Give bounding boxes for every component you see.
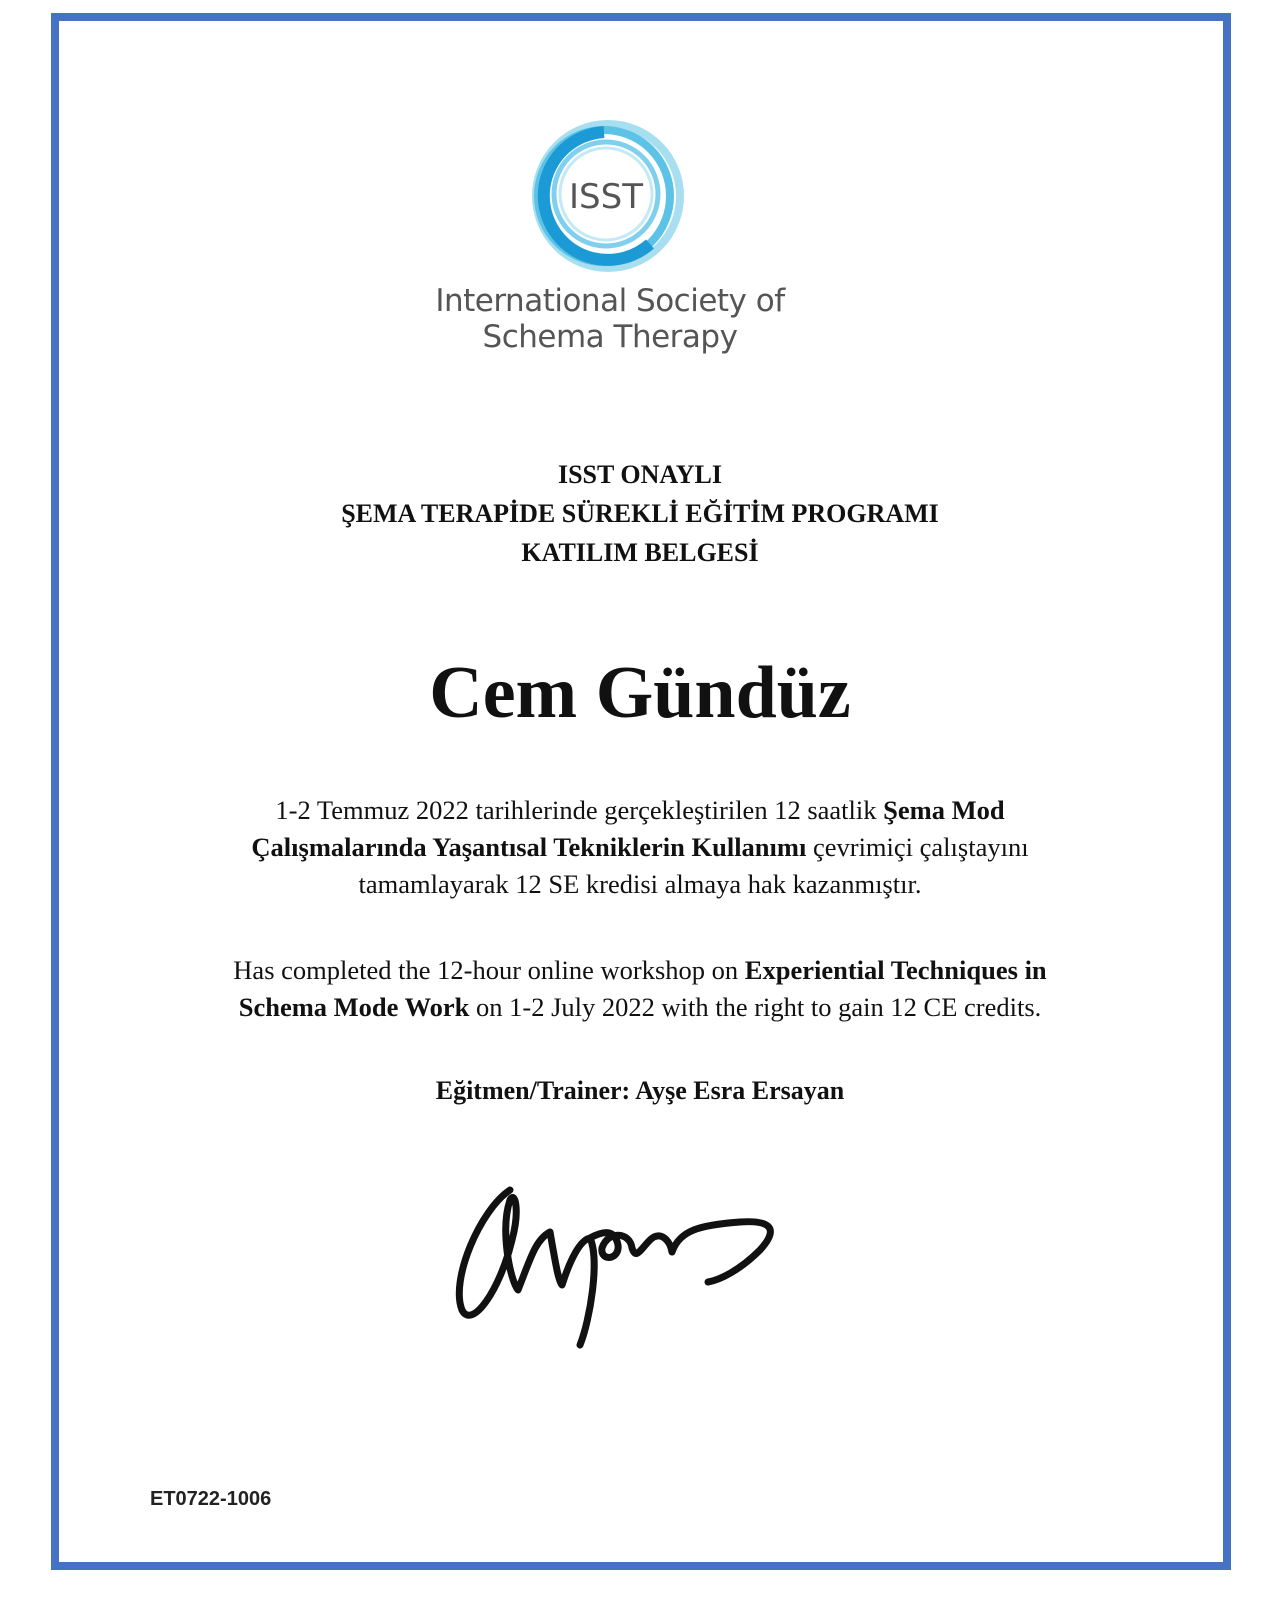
certificate-code: ET0722-1006 bbox=[150, 1488, 272, 1510]
turkish-text-part2: çevrimiçi çalıştayını tamamlayarak 12 SE kredisi almaya hak kazanmıştır. bbox=[358, 832, 1029, 899]
logo-org-line2: Schema Therapy bbox=[482, 319, 738, 355]
heading-line1: ISST ONAYLI bbox=[557, 460, 723, 489]
logo-org-name bbox=[420, 283, 800, 355]
english-text-part2: on 1-2 July 2022 with the right to gain 12 CE credits. bbox=[469, 992, 1042, 1022]
turkish-description bbox=[60, 792, 1220, 903]
english-workshop-title: Experiential Techniques in Schema Mode Work bbox=[238, 955, 1047, 1022]
turkish-text-part1: 1-2 Temmuz 2022 tarihlerinde gerçekleştirilen 12 saatlik bbox=[275, 795, 884, 825]
trainer-name: Eğitmen/Trainer: Ayşe Esra Ersayan bbox=[435, 1076, 845, 1105]
heading-line3: KATILIM BELGESİ bbox=[521, 538, 759, 567]
turkish-workshop-title: Şema Mod Çalışmalarında Yaşantısal Tekniklerin Kullanımı bbox=[251, 795, 1005, 862]
english-text-part1: Has completed the 12-hour online workshop on bbox=[233, 955, 745, 985]
english-description bbox=[60, 952, 1220, 1026]
logo-acronym: ISST bbox=[569, 177, 643, 217]
logo-org-line1: International Society of bbox=[435, 283, 785, 319]
heading-line2: ŞEMA TERAPİDE SÜREKLİ EĞİTİM PROGRAMI bbox=[341, 499, 939, 528]
certificate-heading bbox=[60, 455, 1220, 572]
isst-logo bbox=[420, 118, 800, 368]
trainer-signature bbox=[440, 1170, 800, 1360]
recipient-name: Cem Gündüz bbox=[429, 652, 851, 734]
isst-ring-icon bbox=[420, 118, 800, 278]
